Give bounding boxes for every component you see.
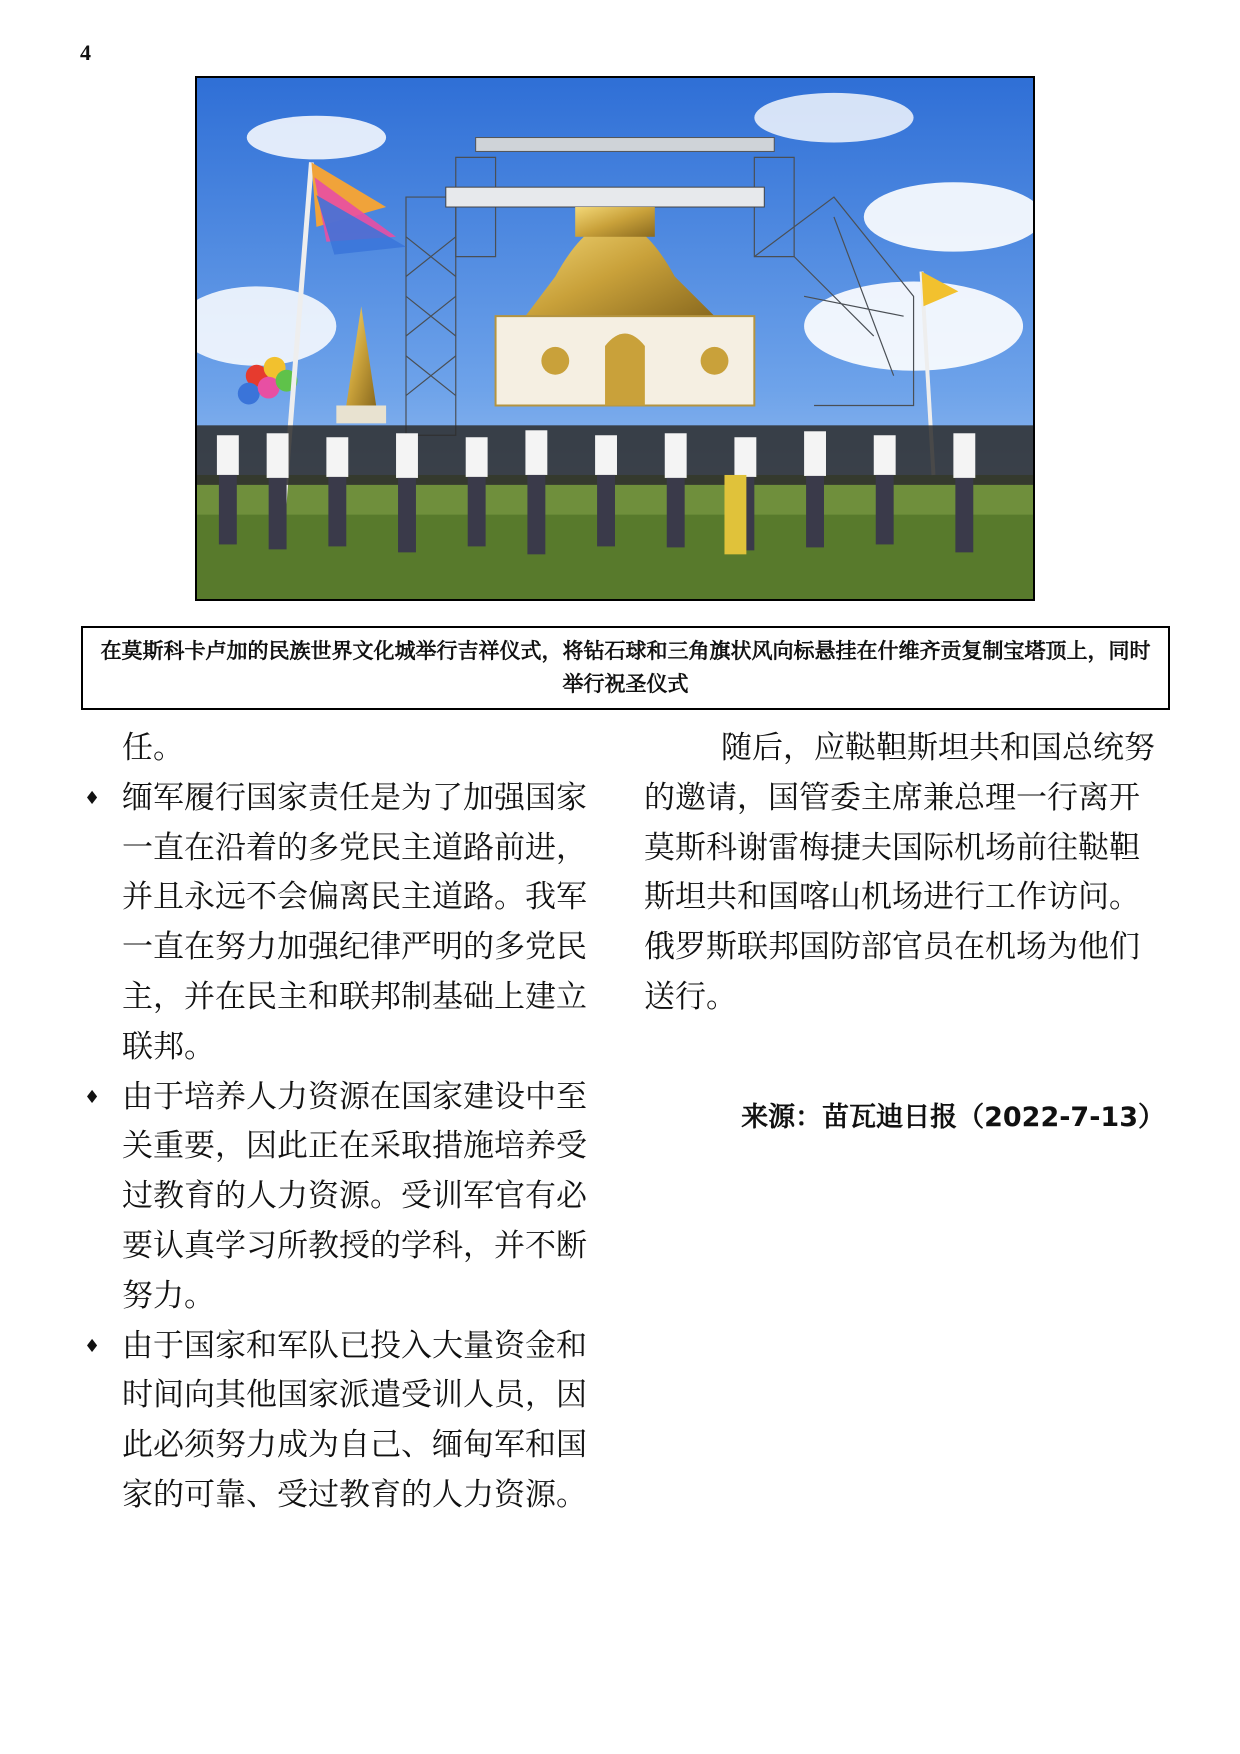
list-item <box>84 1073 609 1322</box>
list-item-text: 由于培养人力资源在国家建设中至关重要，因此正在采取措施培养受过教育的人力资源。受训军官有必要认真学习所教授的学科，并不断努力。 <box>122 1078 587 1314</box>
list-item <box>84 1322 609 1521</box>
left-column <box>84 724 609 1521</box>
continuation-text: 任。 <box>122 730 184 766</box>
body-paragraph: 随后，应鞑靼斯坦共和国总统努的邀请，国管委主席兼总理一行离开莫斯科谢雷梅捷夫国际机场前往鞑靼斯坦共和国喀山机场进行工作访问。俄罗斯联邦国防部官员在机场为他们送行。 <box>644 730 1155 1015</box>
page-number: 4 <box>80 40 91 65</box>
right-column <box>644 724 1169 1143</box>
list-item <box>84 774 609 1073</box>
list-item-text: 缅军履行国家责任是为了加强国家一直在沿着的多党民主道路前进，并且永远不会偏离民主道路。我军一直在努力加强纪律严明的多党民主，并在民主和联邦制基础上建立联邦。 <box>122 779 587 1065</box>
photo-caption: 在莫斯科卡卢加的民族世界文化城举行吉祥仪式，将钻石球和三角旗状风向标悬挂在什维齐贡复制宝塔顶上，同时举行祝圣仪式 <box>81 626 1170 710</box>
diamond-bullet-icon: ♦ <box>84 1335 101 1357</box>
pagoda-ceremony-photo <box>195 76 1035 601</box>
list-item-text: 由于国家和军队已投入大量资金和时间向其他国家派遣受训人员，因此必须努力成为自己、缅甸军和国家的可靠、受过教育的人力资源。 <box>122 1327 587 1513</box>
diamond-bullet-icon: ♦ <box>84 1086 101 1108</box>
diamond-bullet-icon: ♦ <box>84 787 101 809</box>
source-citation: 来源：苗瓦迪日报（2022-7-13） <box>741 1101 1165 1133</box>
